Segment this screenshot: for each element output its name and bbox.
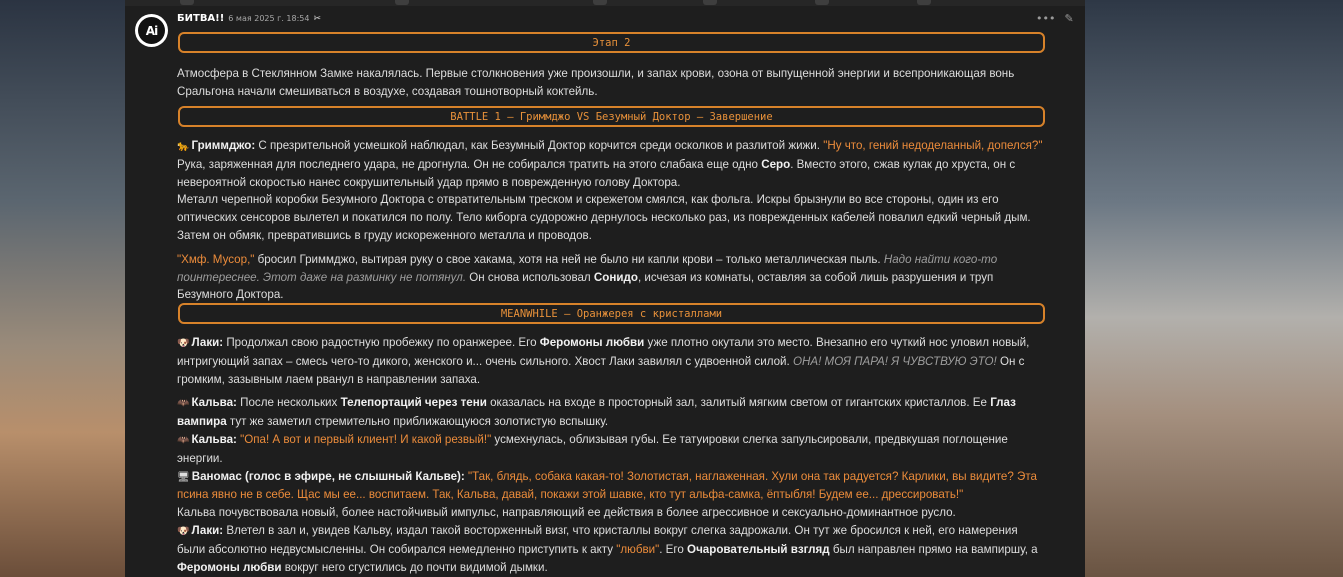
bat-icon: 🦇 — [177, 398, 190, 410]
skill-name: Феромоны любви — [539, 336, 645, 349]
toolbar-icon[interactable] — [703, 0, 717, 5]
dog-icon: 🐶 — [177, 525, 190, 537]
text-span: После нескольких — [236, 396, 341, 410]
thought: ОНА! МОЯ ПАРА! Я ЧУВСТВУЮ ЭТО! — [792, 354, 997, 368]
text-span: оказалась на входе в просторный зал, залитый мягким светом от гигантских кристаллов. Ее — [486, 396, 991, 410]
thought: Надо найти кого-то поинтереснее. Этот даже на разминку не потянул. — [177, 252, 998, 284]
speaker-name: Кальва: — [191, 396, 237, 410]
toolbar-icon[interactable] — [180, 0, 194, 5]
dog-icon: 🐶 — [177, 338, 190, 349]
text-span: . Его — [659, 542, 688, 556]
skill-name: Глаз вампира — [177, 396, 1016, 429]
avatar[interactable] — [135, 14, 168, 47]
message-header — [177, 13, 321, 29]
text-span: Влетел в зал и, увидев Кальву, издал такой восторженный визг, что кристаллы вокруг слегка задрожали. Он тут же бросился к ней, его намерения были абсолютно недвусмысленны. Он собирался немедленно приступить к акту — [177, 523, 1018, 556]
kalva-reaction-paragraph: Кальва почувствовала новый, более настойчивый импульс, направляющий ее действия в более агрессивное и сексуально-доминантное русло. — [177, 506, 956, 520]
text-span: С презрительной усмешкой наблюдал, как Безумный Доктор корчится среди осколков и разлитой жижи. — [255, 139, 824, 152]
lucky-paragraph-1 — [177, 334, 1047, 388]
message-actions — [1036, 12, 1074, 25]
background-left — [0, 0, 125, 577]
speaker-name: Лаки: — [191, 336, 224, 349]
text-span: Продолжал свою радостную пробежку по оранжерее. Его — [223, 336, 540, 349]
battle-text — [177, 137, 1047, 304]
skill-name: Очаровательный взгляд — [687, 542, 830, 556]
meanwhile-box: MEANWHILE – Оранжерея с кристаллами — [178, 303, 1045, 324]
toolbar-icon[interactable] — [815, 0, 829, 5]
trash-paragraph — [177, 251, 1047, 304]
skill-name: Сонидо — [593, 270, 638, 284]
grimmjow-paragraph — [177, 137, 1047, 191]
intro-text — [177, 65, 1047, 101]
speaker-name: Кальва: — [191, 432, 237, 446]
quote: "любви" — [616, 542, 660, 556]
text-span: Рука, заряженная для последнего удара, не дрогнула. Он не собирался тратить на этого слабака еще одно — [177, 157, 762, 171]
text-span: . Вместо этого, сжав кулак до хруста, он с невероятной скоростью нанес сокрушительный удар прямо в поврежденную голову Доктора. — [177, 157, 1016, 189]
top-toolbar — [125, 0, 1085, 6]
intro-paragraph: Атмосфера в Стеклянном Замке накалялась. Первые столкновения уже произошли, и запах крови, озона от выпущенной энергии и всепроникающая вонь Сральгона начали смешиваться в воздухе, создавая тошнотворный коктейль. — [177, 67, 1015, 98]
quote: "Ну что, гений недоделанный, допелся?" — [823, 139, 1043, 152]
text-span: усмехнулась, облизывая губы. Ее татуировки слегка запульсировали, предвкушая поглощение энергии. — [177, 432, 1008, 465]
more-options-icon[interactable]: ••• — [1036, 12, 1056, 25]
speaker-name: Гриммджо: — [191, 139, 256, 152]
speaker-name: Ваномас (голос в эфире, не слышный Кальве): — [191, 469, 465, 483]
text-span: Он снова использовал — [466, 270, 594, 284]
toolbar-icon[interactable] — [395, 0, 409, 5]
meanwhile-text — [177, 334, 1047, 576]
metal-paragraph: Металл черепной коробки Безумного Доктора с отвратительным треском и скрежетом смялся, как фольга. Искры брызнули во все стороны, один из его оптических сенсоров вылетел и покатился по полу. Тело киборга судорожно дернулось несколько раз, из поврежденных кабелей повалил едкий черный дым. Затем он обмяк, превратившись в груду искореженного металла и проводов. — [177, 193, 1031, 242]
speaker-name: Лаки: — [191, 523, 224, 537]
text-span: уже плотно окутали это место. Внезапно его чуткий нос уловил новый, интригующий запах – смесь чего-то дикого, женского и... очень сильного. Хвост Лаки завилял с удвоенной силой. — [177, 336, 1030, 368]
kalva-paragraph-2 — [177, 431, 1047, 468]
monitor-icon: 🖥 — [177, 471, 190, 483]
pin-icon: ✂ — [313, 14, 322, 24]
stage-box: Этап 2 — [178, 32, 1045, 53]
skill-name: Феромоны любви — [177, 560, 282, 574]
bat-icon: 🦇 — [177, 434, 190, 446]
battle-box: BATTLE 1 – Гриммджо VS Безумный Доктор – Завершение — [178, 106, 1045, 127]
text-span: , исчезая из комнаты, оставляя за собой лишь разрушения и труп Безумного Доктора. — [177, 270, 994, 302]
kalva-paragraph-1 — [177, 394, 1047, 431]
text-span: тут же заметил стремительно приближающуюся золотистую вспышку. — [226, 415, 609, 429]
toolbar-icon[interactable] — [593, 0, 607, 5]
quote: "Хмф. Мусор," — [177, 252, 255, 266]
avatar-text: Ai — [138, 17, 165, 44]
text-span: вокруг него сгустились до почти видимой дымки. — [281, 560, 548, 574]
panther-icon: 🐆 — [177, 141, 190, 152]
skill-name: Серо — [761, 157, 791, 171]
background-right — [1085, 0, 1343, 577]
text-span: бросил Гриммджо, вытирая руку о свое хакама, хотя на ней не было ни капли крови – только металлическая пыль. — [254, 252, 884, 266]
text-span: был направлен прямо на вампиршу, а — [829, 542, 1038, 556]
quote: "Так, блядь, собака какая-то! Золотистая, наглаженная. Хули она так радуется? Карлики, вы видите? Эта псина явно не в себе. Щас мы ее... воспитаем. Так, Кальва, давай, покажи этой шавке, кто тут альфа-самка, ёптыбля! Будем ее... дрессировать!" — [177, 469, 1037, 502]
text-span: Он с громким, зазывным лаем рванул в направлении запаха. — [177, 354, 1025, 386]
toolbar-icon[interactable] — [917, 0, 931, 5]
edit-icon[interactable]: ✎ — [1064, 12, 1074, 25]
lucky-paragraph-2 — [177, 522, 1047, 576]
timestamp: 6 мая 2025 г. 18:54 — [228, 14, 310, 23]
skill-name: Телепортаций через тени — [340, 396, 487, 410]
author-name[interactable]: БИТВА!! — [177, 13, 225, 24]
vanomas-paragraph — [177, 468, 1047, 505]
quote: "Опа! А вот и первый клиент! И какой резвый!" — [236, 432, 492, 446]
